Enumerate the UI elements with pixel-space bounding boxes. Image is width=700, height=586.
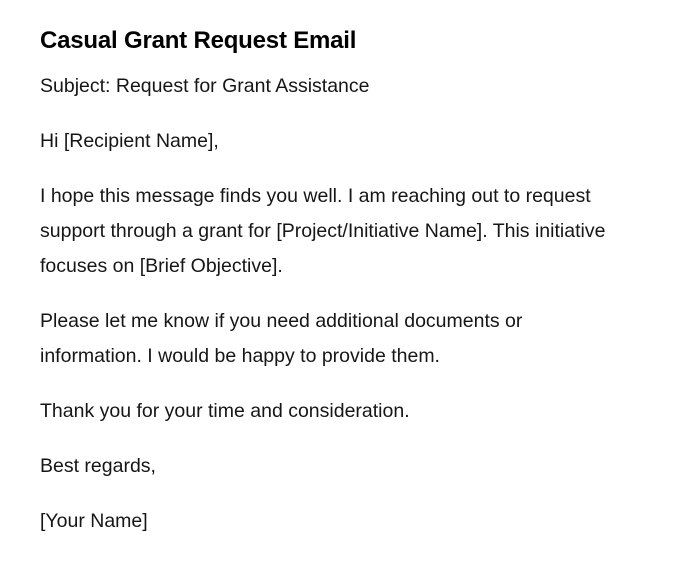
email-signature: [Your Name] [40,510,148,532]
email-thanks-line: Thank you for your time and consideration. [40,400,410,422]
email-subject-line: Subject: Request for Grant Assistance [40,75,370,97]
page-title: Casual Grant Request Email [40,27,357,54]
email-closing: Best regards, [40,455,156,477]
email-body-paragraph-2: Please let me know if you need additional documents or information. I would be happy to provide them. [40,310,523,367]
email-body-paragraph-1: I hope this message finds you well. I am reaching out to request support through a grant for [Project/Initiative Name]. This initiative focuses on [Brief Objective]. [40,185,606,277]
email-greeting: Hi [Recipient Name], [40,130,219,152]
